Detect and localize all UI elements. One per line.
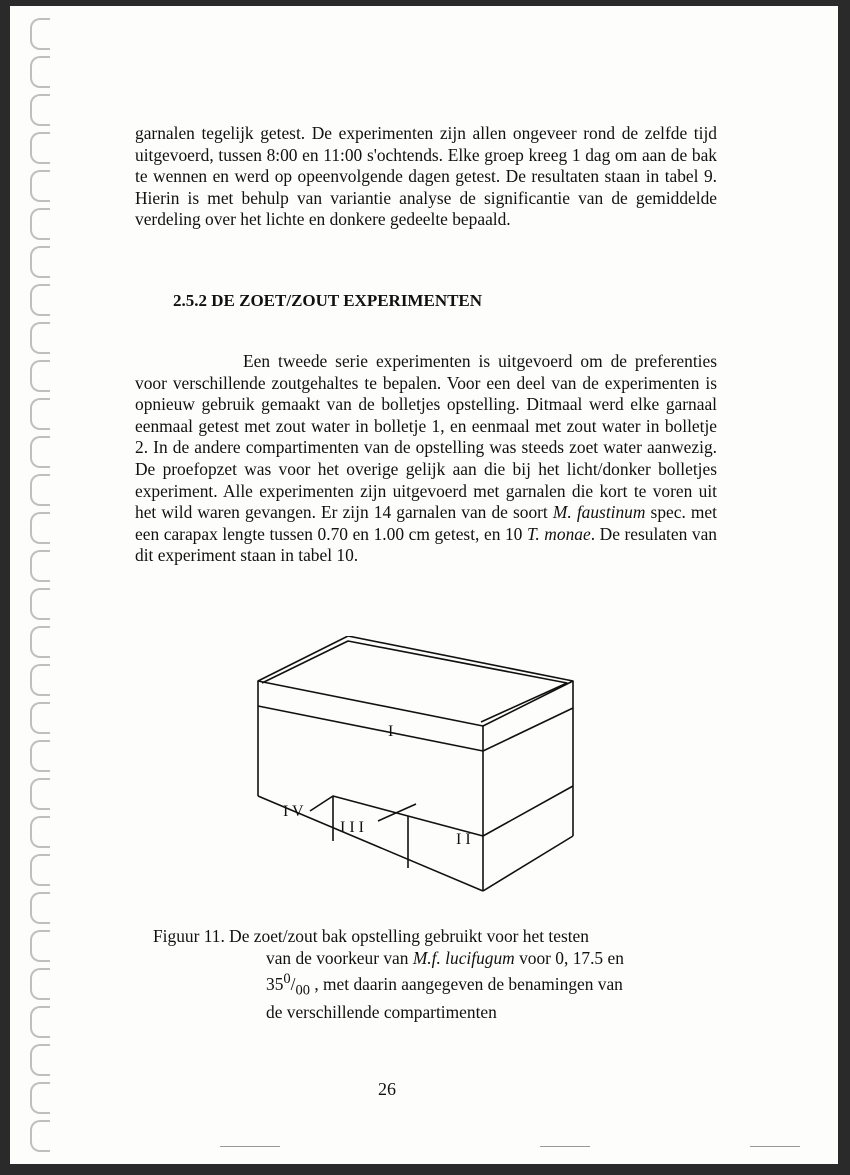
binding-ring	[30, 94, 50, 126]
binding-ring	[30, 550, 50, 582]
binding-ring	[30, 284, 50, 316]
label-compartment-III: I I I	[340, 819, 364, 836]
section-heading: 2.5.2 DE ZOET/ZOUT EXPERIMENTEN	[173, 291, 483, 310]
paragraph-2: Een tweede serie experimenten is uitgevoerd om de preferenties voor verschillende zoutgehaltes te bepalen. Voor een deel van de experimenten is opnieuw gebruik gemaakt van de bolletjes opstelling. Ditmaal werd elke garnaal eenmaal getest met zout water in bolletje 1, en eenmaal met zout water in bolletje 2. In de andere compartimenten van de opstelling was steeds zoet water aanwezig. De proefopzet was voor het overige gelijk aan die bij het licht/donker bolletjes experiment. Alle experimenten zijn uitgevoerd met garnalen die kort te voren uit het wild waren gevangen. Er zijn 14 garnalen van de soort M. faustinum spec. met een carapax lengte tussen 0.70 en 1.00 cm getest, en 10 T. monae. De resulaten van dit experiment staan in tabel 10.	[135, 351, 717, 566]
binding-ring	[30, 816, 50, 848]
binding-ring	[30, 664, 50, 696]
binding-ring	[30, 56, 50, 88]
document-page	[10, 6, 838, 1164]
binding-ring	[30, 778, 50, 810]
binding-ring	[30, 1044, 50, 1076]
binding-ring	[30, 1120, 50, 1152]
page-number: 26	[378, 1079, 396, 1099]
binding-ring	[30, 892, 50, 924]
binding-ring	[30, 968, 50, 1000]
binding-ring	[30, 474, 50, 506]
binding-ring	[30, 512, 50, 544]
footer-rule	[540, 1146, 590, 1147]
spiral-binding	[30, 18, 52, 1168]
binding-ring	[30, 626, 50, 658]
binding-ring	[30, 132, 50, 164]
binding-ring	[30, 322, 50, 354]
binding-ring	[30, 208, 50, 240]
label-compartment-II: I I	[456, 831, 471, 848]
binding-ring	[30, 170, 50, 202]
binding-ring	[30, 930, 50, 962]
figure-caption: Figuur 11. De zoet/zout bak opstelling gebruikt voor het testen van de voorkeur van M.f. lucifugum voor 0, 17.5 en $35^0/_{00}$ , met daarin aangegeven de benamingen van de verschillende compartimenten	[153, 926, 624, 1023]
tank-diagram	[238, 636, 598, 906]
label-compartment-I: I	[388, 723, 394, 740]
binding-ring	[30, 1006, 50, 1038]
binding-ring	[30, 246, 50, 278]
binding-ring	[30, 588, 50, 620]
paragraph-1: garnalen tegelijk getest. De experimenten zijn allen ongeveer rond de zelfde tijd uitgevoerd, tussen 8:00 en 11:00 s'ochtends. Elke groep kreeg 1 dag om aan de bak te wennen en werd op opeenvolgende dagen getest. De resultaten staan in tabel 9. Hierin is met behulp van variantie analyse de significantie van de gemiddelde verdeling over het lichte en donkere gedeelte bepaald.	[135, 123, 717, 230]
binding-ring	[30, 854, 50, 886]
binding-ring	[30, 18, 50, 50]
footer-rule	[750, 1146, 800, 1147]
binding-ring	[30, 436, 50, 468]
binding-ring	[30, 398, 50, 430]
binding-ring	[30, 740, 50, 772]
label-compartment-IV: I V	[283, 803, 304, 820]
footer-rule	[220, 1146, 280, 1147]
binding-ring	[30, 702, 50, 734]
binding-ring	[30, 1082, 50, 1114]
binding-ring	[30, 360, 50, 392]
